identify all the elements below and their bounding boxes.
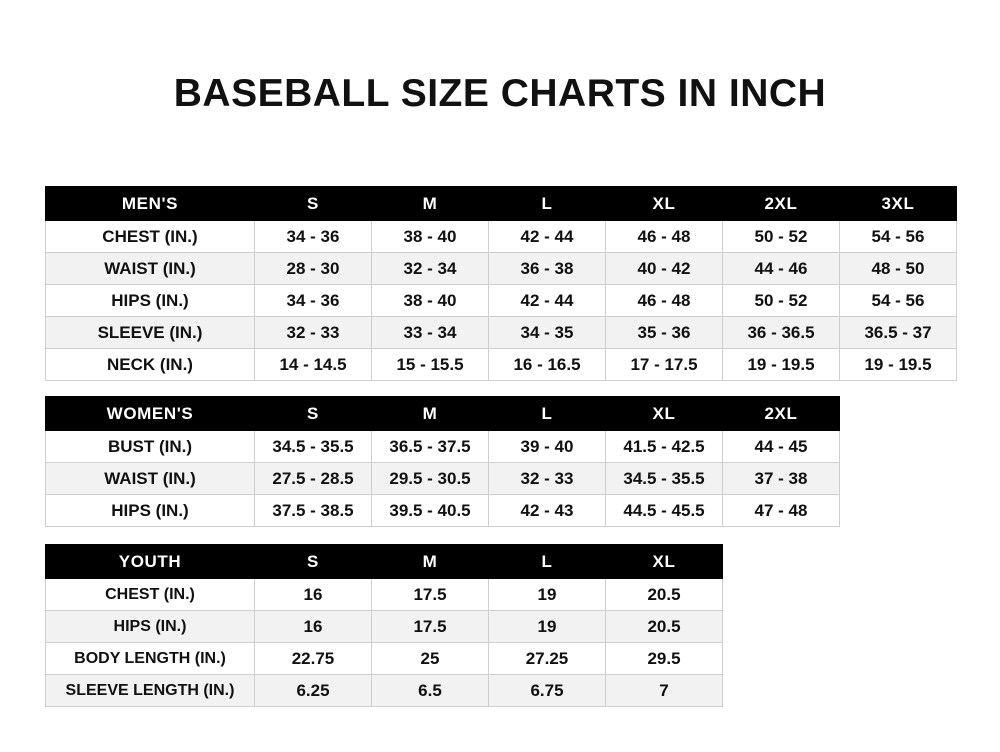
table-cell: 14 - 14.5	[255, 349, 372, 381]
table-header-row	[46, 545, 723, 579]
table-header-row	[46, 187, 957, 221]
column-header: M	[372, 545, 489, 579]
table-cell: 34 - 35	[489, 317, 606, 349]
table-cell: 40 - 42	[606, 253, 723, 285]
column-header: L	[489, 545, 606, 579]
column-header: 2XL	[723, 397, 840, 431]
table-row	[46, 611, 723, 643]
column-header: XL	[606, 397, 723, 431]
table-cell: 17.5	[372, 611, 489, 643]
column-header: S	[255, 545, 372, 579]
table-cell: 36.5 - 37.5	[372, 431, 489, 463]
column-header: WOMEN'S	[46, 397, 255, 431]
table-cell: 6.5	[372, 675, 489, 707]
table-cell: 6.75	[489, 675, 606, 707]
table-cell: 29.5	[606, 643, 723, 675]
table-row	[46, 675, 723, 707]
table-cell: 17 - 17.5	[606, 349, 723, 381]
table-cell: 22.75	[255, 643, 372, 675]
table-cell: 38 - 40	[372, 221, 489, 253]
table-row	[46, 431, 840, 463]
table-cell: 19 - 19.5	[723, 349, 840, 381]
row-label: CHEST (IN.)	[46, 221, 255, 253]
table-cell: 44 - 46	[723, 253, 840, 285]
table-cell: 19	[489, 611, 606, 643]
table-cell: 16	[255, 579, 372, 611]
column-header: M	[372, 397, 489, 431]
row-label: WAIST (IN.)	[46, 253, 255, 285]
table-cell: 38 - 40	[372, 285, 489, 317]
table-cell: 19 - 19.5	[840, 349, 957, 381]
column-header: 3XL	[840, 187, 957, 221]
table-row	[46, 495, 840, 527]
table-cell: 42 - 43	[489, 495, 606, 527]
table-row	[46, 221, 957, 253]
column-header: MEN'S	[46, 187, 255, 221]
table-row	[46, 349, 957, 381]
table-cell: 32 - 34	[372, 253, 489, 285]
table-cell: 16 - 16.5	[489, 349, 606, 381]
column-header: XL	[606, 545, 723, 579]
table-cell: 27.25	[489, 643, 606, 675]
table-cell: 46 - 48	[606, 285, 723, 317]
table-cell: 20.5	[606, 579, 723, 611]
table-cell: 34.5 - 35.5	[255, 431, 372, 463]
table-cell: 32 - 33	[255, 317, 372, 349]
table-row	[46, 643, 723, 675]
row-label: SLEEVE LENGTH (IN.)	[46, 675, 255, 707]
table-cell: 50 - 52	[723, 285, 840, 317]
row-label: HIPS (IN.)	[46, 285, 255, 317]
womens-size-table	[45, 396, 840, 527]
table-header-row	[46, 397, 840, 431]
table-cell: 7	[606, 675, 723, 707]
column-header: M	[372, 187, 489, 221]
table-cell: 34 - 36	[255, 285, 372, 317]
table-cell: 36 - 38	[489, 253, 606, 285]
table-row	[46, 285, 957, 317]
table-cell: 27.5 - 28.5	[255, 463, 372, 495]
table-cell: 20.5	[606, 611, 723, 643]
table-cell: 32 - 33	[489, 463, 606, 495]
table-cell: 50 - 52	[723, 221, 840, 253]
table-cell: 17.5	[372, 579, 489, 611]
table-cell: 16	[255, 611, 372, 643]
table-cell: 46 - 48	[606, 221, 723, 253]
row-label: NECK (IN.)	[46, 349, 255, 381]
row-label: WAIST (IN.)	[46, 463, 255, 495]
mens-size-table	[45, 186, 957, 381]
table-cell: 19	[489, 579, 606, 611]
table-row	[46, 463, 840, 495]
column-header: S	[255, 397, 372, 431]
table-cell: 25	[372, 643, 489, 675]
table-cell: 33 - 34	[372, 317, 489, 349]
row-label: BODY LENGTH (IN.)	[46, 643, 255, 675]
table-cell: 29.5 - 30.5	[372, 463, 489, 495]
row-label: HIPS (IN.)	[46, 495, 255, 527]
column-header: S	[255, 187, 372, 221]
youth-size-table	[45, 544, 723, 707]
table-row	[46, 317, 957, 349]
table-cell: 36.5 - 37	[840, 317, 957, 349]
table-cell: 44 - 45	[723, 431, 840, 463]
table-cell: 48 - 50	[840, 253, 957, 285]
table-cell: 34 - 36	[255, 221, 372, 253]
table-cell: 54 - 56	[840, 285, 957, 317]
table-cell: 39.5 - 40.5	[372, 495, 489, 527]
table-cell: 39 - 40	[489, 431, 606, 463]
table-row	[46, 579, 723, 611]
table-cell: 35 - 36	[606, 317, 723, 349]
column-header: 2XL	[723, 187, 840, 221]
row-label: BUST (IN.)	[46, 431, 255, 463]
row-label: CHEST (IN.)	[46, 579, 255, 611]
column-header: L	[489, 187, 606, 221]
column-header: L	[489, 397, 606, 431]
table-cell: 34.5 - 35.5	[606, 463, 723, 495]
table-cell: 28 - 30	[255, 253, 372, 285]
row-label: SLEEVE (IN.)	[46, 317, 255, 349]
table-cell: 15 - 15.5	[372, 349, 489, 381]
table-cell: 37.5 - 38.5	[255, 495, 372, 527]
table-cell: 42 - 44	[489, 285, 606, 317]
table-cell: 36 - 36.5	[723, 317, 840, 349]
table-cell: 44.5 - 45.5	[606, 495, 723, 527]
row-label: HIPS (IN.)	[46, 611, 255, 643]
table-cell: 54 - 56	[840, 221, 957, 253]
table-cell: 6.25	[255, 675, 372, 707]
table-cell: 37 - 38	[723, 463, 840, 495]
table-cell: 42 - 44	[489, 221, 606, 253]
table-cell: 41.5 - 42.5	[606, 431, 723, 463]
column-header: XL	[606, 187, 723, 221]
table-cell: 47 - 48	[723, 495, 840, 527]
column-header: YOUTH	[46, 545, 255, 579]
table-row	[46, 253, 957, 285]
page-title: BASEBALL SIZE CHARTS IN INCH	[173, 72, 827, 115]
